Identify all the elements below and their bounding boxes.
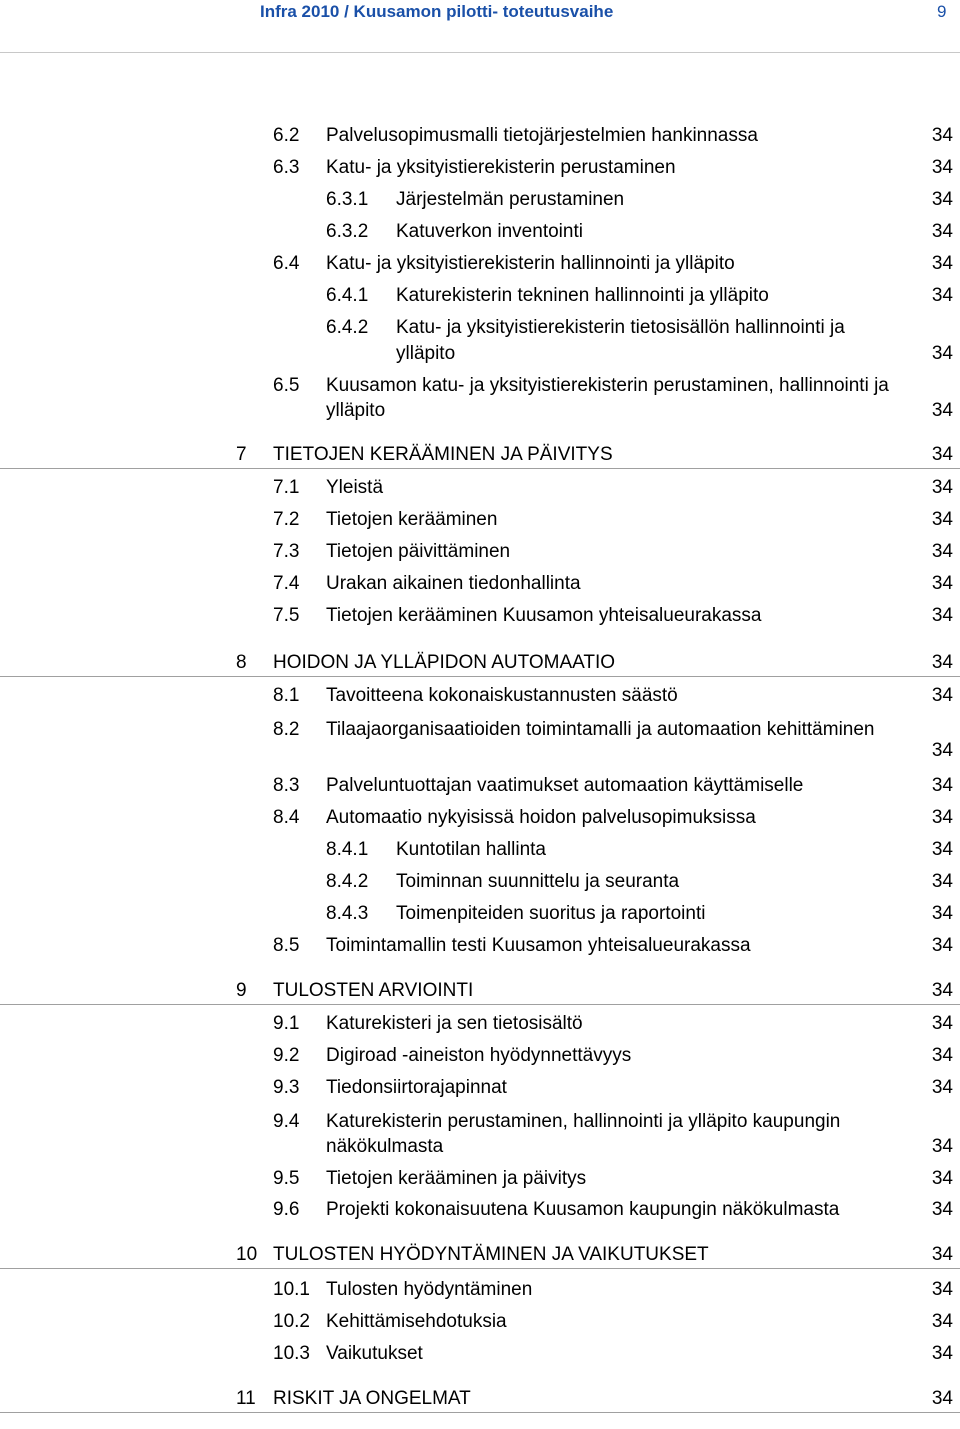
toc-entry: [0, 1309, 960, 1335]
toc-entry-number: 6.4: [273, 253, 300, 274]
toc-entry: [0, 123, 960, 149]
toc-entry-number: 6.3.2: [326, 221, 369, 242]
toc-entry-title: näkökulmasta: [326, 1136, 444, 1157]
toc-entry-number: 6.3: [273, 157, 300, 178]
toc-entry-number: 9.1: [273, 1013, 300, 1034]
toc-entry-number: 6.5: [273, 375, 300, 396]
toc-entry-number: 7.3: [273, 541, 300, 562]
toc-entry-number: 7.5: [273, 605, 300, 626]
toc-entry-title: Katuverkon inventointi: [396, 221, 583, 242]
toc-entry-page: 34: [931, 1045, 953, 1066]
toc-entry-page: 34: [931, 477, 953, 498]
toc-entry: [0, 1109, 960, 1135]
toc-entry-page: 34: [931, 343, 953, 364]
toc-entry-page: 34: [931, 1077, 953, 1098]
toc-entry: [0, 869, 960, 895]
toc-entry-title: HOIDON JA YLLÄPIDON AUTOMAATIO: [273, 652, 616, 673]
toc-entry: [0, 933, 960, 959]
toc-entry-number: 10.3: [273, 1343, 310, 1364]
toc-entry: [0, 1134, 960, 1160]
toc-entry-number: 9.3: [273, 1077, 300, 1098]
toc-entry: [0, 539, 960, 565]
toc-entry: [0, 251, 960, 277]
toc-entry: [0, 901, 960, 927]
toc-entry-number: 9.6: [273, 1199, 300, 1220]
toc-entry: [0, 1341, 960, 1367]
toc-entry: [0, 398, 960, 424]
toc-entry-number: 9.5: [273, 1168, 300, 1189]
toc-chapter-entry: [0, 1242, 960, 1269]
toc-entry: [0, 155, 960, 181]
toc-entry-page: 34: [931, 1343, 953, 1364]
toc-entry-page: 34: [931, 1199, 953, 1220]
toc-entry-page: 34: [931, 509, 953, 530]
toc-entry: [0, 1197, 960, 1223]
toc-entry-title: Kehittämisehdotuksia: [326, 1311, 507, 1332]
toc-entry-title: Tietojen kerääminen ja päivitys: [326, 1168, 587, 1189]
toc-entry-title: TIETOJEN KERÄÄMINEN JA PÄIVITYS: [273, 444, 613, 465]
toc-entry-page: 34: [931, 903, 953, 924]
toc-entry-page: 34: [931, 157, 953, 178]
toc-entry-number: 7.4: [273, 573, 300, 594]
toc-entry: [0, 315, 960, 341]
toc-entry-page: 34: [931, 1168, 953, 1189]
toc-entry-page: 34: [931, 1388, 953, 1409]
toc-entry-number: 8.4.2: [326, 871, 369, 892]
toc-chapter-entry: [0, 650, 960, 677]
toc-entry-page: 34: [931, 125, 953, 146]
toc-entry-title: Kuusamon katu- ja yksityistierekisterin perustaminen, hallinnointi ja: [326, 375, 889, 396]
toc-entry-page: 34: [931, 775, 953, 796]
toc-entry-title: Katu- ja yksityistierekisterin perustaminen: [326, 157, 676, 178]
toc-chapter-entry: [0, 978, 960, 1005]
toc-entry-number: 8.4.1: [326, 839, 369, 860]
toc-entry-number: 9.2: [273, 1045, 300, 1066]
toc-entry-title: TULOSTEN HYÖDYNTÄMINEN JA VAIKUTUKSET: [273, 1244, 709, 1265]
toc-entry-title: Tietojen päivittäminen: [326, 541, 511, 562]
toc-entry: [0, 1277, 960, 1303]
toc-entry-number: 7.1: [273, 477, 300, 498]
toc-entry-page: 34: [931, 573, 953, 594]
toc-entry: [0, 187, 960, 213]
toc-entry-page: 34: [931, 444, 953, 465]
toc-entry-page: 34: [931, 1013, 953, 1034]
header-page-number: 9: [937, 2, 947, 21]
toc-entry: [0, 1011, 960, 1037]
toc-entry: [0, 1043, 960, 1069]
toc-entry-page: 34: [931, 652, 953, 673]
toc-entry-number: 10: [236, 1244, 258, 1265]
toc-entry: [0, 341, 960, 367]
toc-entry: [0, 738, 960, 764]
toc-entry-title: Järjestelmän perustaminen: [396, 189, 625, 210]
toc-entry-title: Katurekisteri ja sen tietosisältö: [326, 1013, 583, 1034]
toc-entry-title: Tavoitteena kokonaiskustannusten säästö: [326, 685, 678, 706]
toc-entry: [0, 373, 960, 399]
toc-entry-page: 34: [931, 935, 953, 956]
toc-entry-number: 10.1: [273, 1279, 310, 1300]
toc-entry-title: Yleistä: [326, 477, 384, 498]
toc-entry-title: Automaatio nykyisissä hoidon palvelusopimuksissa: [326, 807, 756, 828]
toc-entry-title: ylläpito: [396, 343, 456, 364]
toc-entry-title: Kuntotilan hallinta: [396, 839, 546, 860]
toc-entry-title: Digiroad -aineiston hyödynnettävyys: [326, 1045, 632, 1066]
toc-chapter-entry: [0, 1386, 960, 1413]
toc-entry: [0, 837, 960, 863]
toc-entry-title: Toimintamallin testi Kuusamon yhteisalueurakassa: [326, 935, 751, 956]
toc-entry-page: 34: [931, 285, 953, 306]
toc-entry: [0, 219, 960, 245]
toc-entry-page: 34: [931, 253, 953, 274]
toc-entry-number: 7: [236, 444, 247, 465]
toc-entry-number: 10.2: [273, 1311, 310, 1332]
toc-entry-page: 34: [931, 685, 953, 706]
toc-entry-page: 34: [931, 605, 953, 626]
toc-entry-page: 34: [931, 1244, 953, 1265]
toc-entry-page: 34: [931, 871, 953, 892]
toc-entry-title: TULOSTEN ARVIOINTI: [273, 980, 474, 1001]
toc-entry-title: Katu- ja yksityistierekisterin tietosisällön hallinnointi ja: [396, 317, 845, 338]
toc-entry-title: Toiminnan suunnittelu ja seuranta: [396, 871, 680, 892]
toc-entry-title: Katurekisterin tekninen hallinnointi ja ylläpito: [396, 285, 769, 306]
toc-entry-number: 8.2: [273, 719, 300, 740]
toc-entry-page: 34: [931, 807, 953, 828]
toc-entry-page: 34: [931, 541, 953, 562]
toc-entry-number: 6.4.1: [326, 285, 369, 306]
toc-entry-title: Vaikutukset: [326, 1343, 423, 1364]
toc-entry-number: 6.3.1: [326, 189, 369, 210]
toc-entry-number: 6.2: [273, 125, 300, 146]
toc-entry-number: 8: [236, 652, 247, 673]
toc-entry: [0, 773, 960, 799]
toc-entry-title: Tulosten hyödyntäminen: [326, 1279, 533, 1300]
toc-entry-title: Palvelusopimusmalli tietojärjestelmien hankinnassa: [326, 125, 758, 146]
toc-entry-title: Tilaajaorganisaatioiden toimintamalli ja automaation kehittäminen: [326, 719, 875, 740]
toc-entry-title: Urakan aikainen tiedonhallinta: [326, 573, 581, 594]
toc-entry-title: RISKIT JA ONGELMAT: [273, 1388, 471, 1409]
toc-entry-number: 6.4.2: [326, 317, 369, 338]
toc-entry-title: Projekti kokonaisuutena Kuusamon kaupungin näkökulmasta: [326, 1199, 840, 1220]
toc-entry: [0, 1166, 960, 1192]
toc-entry-title: Palveluntuottajan vaatimukset automaation käyttämiselle: [326, 775, 804, 796]
toc-entry-page: 34: [931, 1311, 953, 1332]
toc-entry: [0, 683, 960, 709]
toc-entry-page: 34: [931, 400, 953, 421]
toc-entry-number: 8.1: [273, 685, 300, 706]
toc-entry-number: 8.5: [273, 935, 300, 956]
toc-entry-title: Tietojen kerääminen: [326, 509, 498, 530]
toc-entry: [0, 475, 960, 501]
toc-entry-title: Katurekisterin perustaminen, hallinnointi ja ylläpito kaupungin: [326, 1111, 841, 1132]
toc-entry-number: 9: [236, 980, 247, 1001]
toc-entry-title: Tiedonsiirtorajapinnat: [326, 1077, 507, 1098]
toc-chapter-entry: [0, 442, 960, 469]
toc-entry-page: 34: [931, 1279, 953, 1300]
toc-entry-title: Toimenpiteiden suoritus ja raportointi: [396, 903, 706, 924]
toc-entry: [0, 571, 960, 597]
toc-entry-number: 7.2: [273, 509, 300, 530]
header-title: Infra 2010 / Kuusamon pilotti- toteutusvaihe: [260, 2, 614, 21]
toc-entry-number: 8.4.3: [326, 903, 369, 924]
toc-entry-number: 8.3: [273, 775, 300, 796]
toc-entry-page: 34: [931, 221, 953, 242]
toc-entry-number: 11: [236, 1388, 256, 1409]
toc-entry: [0, 603, 960, 629]
toc-entry: [0, 507, 960, 533]
toc-entry: [0, 283, 960, 309]
toc-entry-page: 34: [931, 980, 953, 1001]
toc-entry: [0, 1075, 960, 1101]
toc-entry-title: ylläpito: [326, 400, 386, 421]
toc-entry-title: Tietojen kerääminen Kuusamon yhteisalueurakassa: [326, 605, 762, 626]
toc-entry: [0, 805, 960, 831]
toc-entry-page: 34: [931, 189, 953, 210]
toc-entry-number: 8.4: [273, 807, 300, 828]
toc-entry-page: 34: [931, 1136, 953, 1157]
toc-entry-number: 9.4: [273, 1111, 300, 1132]
toc-entry-title: Katu- ja yksityistierekisterin hallinnointi ja ylläpito: [326, 253, 735, 274]
toc-entry-page: 34: [931, 839, 953, 860]
toc-entry-page: 34: [931, 740, 953, 761]
